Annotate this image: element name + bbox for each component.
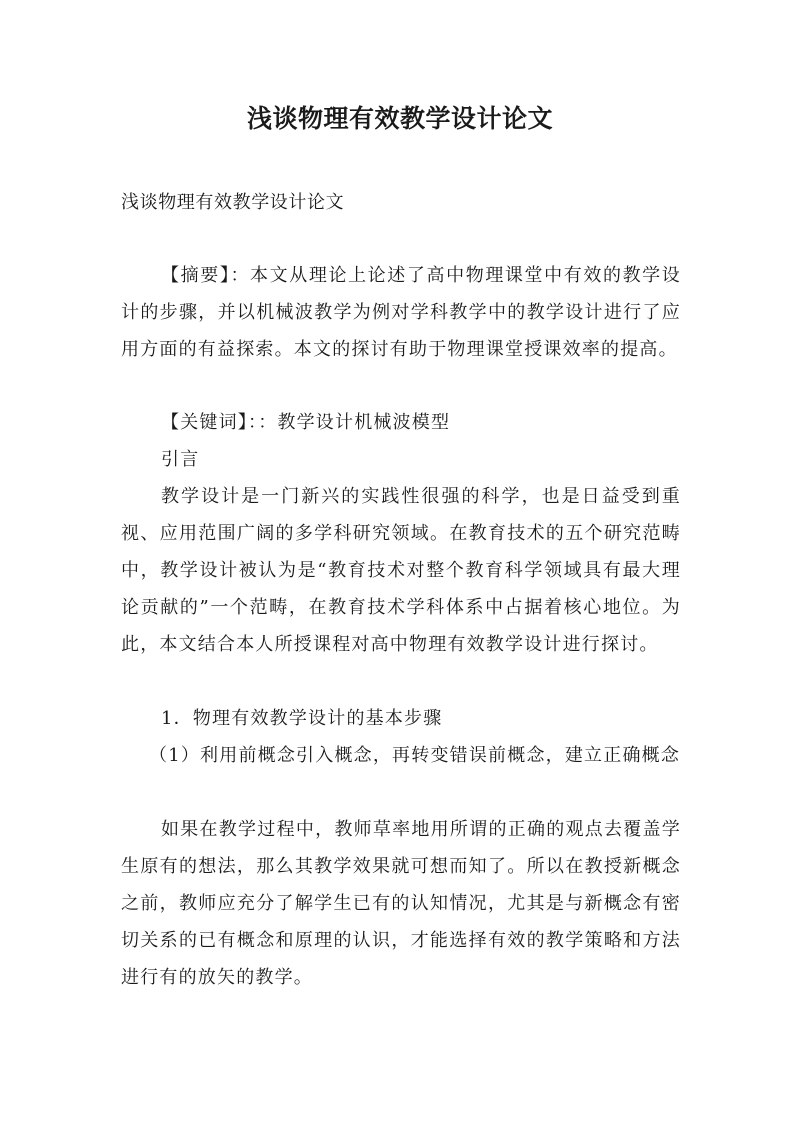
document-subtitle: 浅谈物理有效教学设计论文 — [121, 192, 345, 213]
abstract-text: ：本文从理论上论述了高中物理课堂中有效的教学设计的步骤，并以机械波教学为例对学科教学中的教学设计进行了应用方面的有益探索。本文的探讨有助于物理课堂授课效率的提高。 — [121, 265, 681, 360]
keywords-paragraph — [121, 404, 681, 441]
keywords-label: 【关键词】 — [161, 412, 248, 433]
subsection1-heading: （1）利用前概念引入概念，再转变错误前概念，建立正确概念 — [149, 745, 681, 766]
intro-paragraph: 教学设计是一门新兴的实践性很强的科学，也是日益受到重视、应用范围广阔的多学科研究领域。在教育技术的五个研究范畴中，教学设计被认为是“教育技术对整个教育科学领域具有最大理论贡献的”一个范畴，在教育技术学科体系中占据着核心地位。为此，本文结合本人所授课程对高中物理有效教学设计进行探讨。 — [121, 486, 681, 655]
subsection1-paragraph: 如果在教学过程中，教师草率地用所谓的正确的观点去覆盖学生原有的想法，那么其教学效果就可想而知了。所以在教授新概念之前，教师应充分了解学生已有的认知情况，尤其是与新概念有密切关系的已有概念和原理的认识，才能选择有效的教学策略和方法进行有的放矢的教学。 — [121, 819, 681, 988]
section1-heading: 1．物理有效教学设计的基本步骤 — [161, 708, 443, 729]
intro-heading: 引言 — [161, 449, 200, 470]
document-title: 浅谈物理有效教学设计论文 — [246, 104, 553, 133]
abstract-paragraph — [121, 257, 681, 368]
keywords-text: ：：教学设计机械波模型 — [248, 412, 451, 433]
abstract-label: 【摘要】 — [161, 265, 231, 286]
